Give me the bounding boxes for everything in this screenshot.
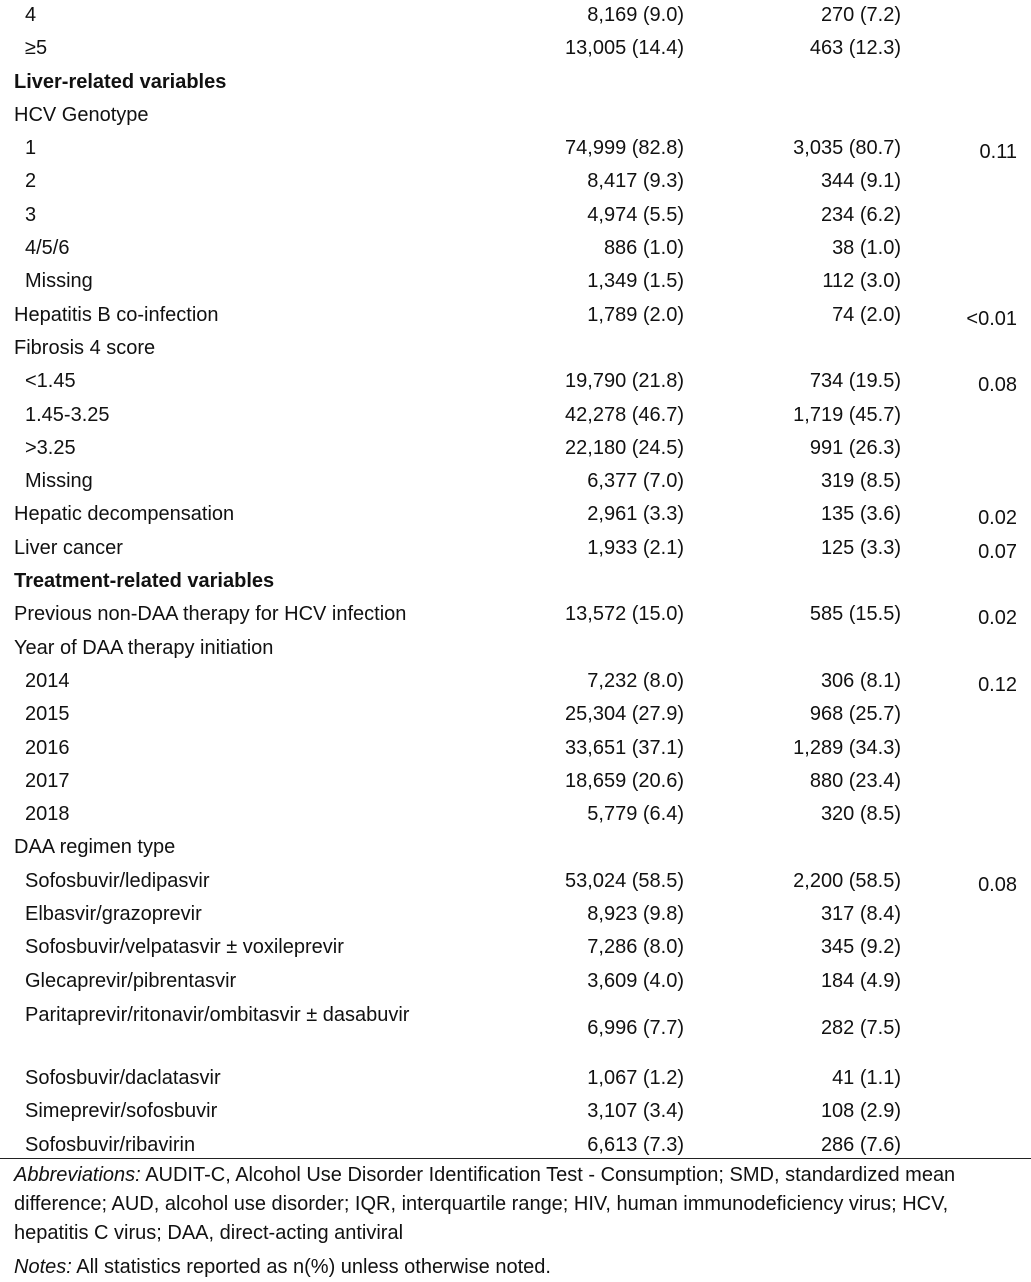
table-row — [0, 67, 1031, 100]
row-label: DAA regimen type — [14, 836, 176, 859]
cell-group-1: 74,999 (82.8) — [565, 137, 684, 160]
table-row — [0, 1096, 1031, 1129]
cell-group-2: 345 (9.2) — [820, 936, 901, 959]
cell-group-2: 585 (15.5) — [809, 603, 901, 626]
table-row — [0, 999, 1031, 1063]
table-row — [0, 766, 1031, 799]
table-row — [0, 233, 1031, 266]
cell-group-1: 6,613 (7.3) — [587, 1133, 684, 1156]
table-row — [0, 699, 1031, 732]
cell-group-2: 968 (25.7) — [809, 703, 901, 726]
table-row — [0, 866, 1031, 899]
cell-group-2: 463 (12.3) — [809, 37, 901, 60]
table-row — [0, 633, 1031, 666]
cell-group-2: 306 (8.1) — [820, 669, 901, 692]
table-row — [0, 100, 1031, 133]
cell-smd: <0.01 — [966, 307, 1017, 330]
row-label: 2018 — [25, 803, 70, 826]
table-row — [0, 133, 1031, 166]
cell-group-1: 7,232 (8.0) — [587, 669, 684, 692]
row-label: 1 — [25, 137, 37, 160]
row-label: Sofosbuvir/ribavirin — [25, 1133, 196, 1156]
row-label: ≥5 — [25, 37, 48, 60]
cell-group-2: 880 (23.4) — [809, 769, 901, 792]
cell-group-1: 19,790 (21.8) — [565, 370, 684, 393]
row-label: Sofosbuvir/daclatasvir — [25, 1066, 221, 1089]
notes-note — [14, 1253, 1019, 1282]
cell-group-2: 991 (26.3) — [809, 436, 901, 459]
cell-group-2: 1,289 (34.3) — [793, 736, 901, 759]
table-row — [0, 832, 1031, 865]
cell-group-2: 108 (2.9) — [820, 1100, 901, 1123]
cell-group-1: 1,789 (2.0) — [587, 303, 684, 326]
cell-group-2: 74 (2.0) — [832, 303, 901, 326]
cell-group-1: 4,974 (5.5) — [587, 203, 684, 226]
cell-smd: 0.11 — [979, 141, 1017, 164]
table-row — [0, 666, 1031, 699]
cell-group-2: 282 (7.5) — [820, 1016, 901, 1039]
row-label: Sofosbuvir/ledipasvir — [25, 869, 210, 892]
table-row — [0, 0, 1031, 33]
cell-smd: 0.02 — [978, 607, 1017, 630]
table-row — [0, 499, 1031, 532]
row-label: 4 — [25, 4, 37, 26]
table-row — [0, 366, 1031, 399]
table-row — [0, 333, 1031, 366]
row-label: Elbasvir/grazoprevir — [25, 903, 202, 926]
cell-group-1: 1,933 (2.1) — [587, 536, 684, 559]
row-label: Previous non-DAA therapy for HCV infection — [14, 603, 407, 626]
cell-group-2: 317 (8.4) — [820, 903, 901, 926]
section-heading: Liver-related variables — [14, 70, 227, 93]
cell-group-2: 1,719 (45.7) — [793, 403, 901, 426]
row-label: Missing — [25, 470, 93, 493]
row-label: 2014 — [25, 669, 70, 692]
row-label: Fibrosis 4 score — [14, 336, 156, 359]
table-bottom-rule — [0, 1158, 1031, 1159]
table-row — [0, 533, 1031, 566]
table-row — [0, 300, 1031, 333]
row-label: 2016 — [25, 736, 70, 759]
table-row — [0, 566, 1031, 599]
table-footnotes — [14, 1161, 1019, 1282]
cell-group-2: 286 (7.6) — [820, 1133, 901, 1156]
row-label: Hepatic decompensation — [14, 503, 235, 526]
row-label: HCV Genotype — [14, 103, 149, 126]
row-label: Year of DAA therapy initiation — [14, 636, 274, 659]
cell-group-2: 734 (19.5) — [809, 370, 901, 393]
cell-group-1: 6,996 (7.7) — [587, 1016, 684, 1039]
cell-group-2: 135 (3.6) — [820, 503, 901, 526]
row-label: Sofosbuvir/velpatasvir ± voxileprevir — [25, 936, 344, 959]
table-row — [0, 166, 1031, 199]
cell-group-1: 886 (1.0) — [603, 237, 684, 260]
table-row — [0, 33, 1031, 66]
section-heading: Treatment-related variables — [14, 570, 275, 593]
table-row — [0, 599, 1031, 632]
table-row — [0, 1063, 1031, 1096]
table-row — [0, 433, 1031, 466]
cell-smd: 0.08 — [978, 873, 1017, 896]
cell-group-2: 184 (4.9) — [820, 969, 901, 992]
cell-group-2: 319 (8.5) — [820, 470, 901, 493]
cell-group-1: 1,349 (1.5) — [587, 270, 684, 293]
cell-group-2: 3,035 (80.7) — [793, 137, 901, 160]
cell-group-2: 320 (8.5) — [820, 803, 901, 826]
table-row — [0, 932, 1031, 965]
row-label: 2 — [25, 170, 37, 193]
cell-group-1: 33,651 (37.1) — [565, 736, 684, 759]
row-label: >3.25 — [25, 436, 76, 459]
cell-group-1: 13,572 (15.0) — [565, 603, 684, 626]
row-label: Glecaprevir/pibrentasvir — [25, 969, 237, 992]
table-row — [0, 400, 1031, 433]
table-row — [0, 733, 1031, 766]
row-label: Missing — [25, 270, 93, 293]
row-label: 3 — [25, 203, 37, 226]
cell-group-2: 270 (7.2) — [820, 4, 901, 26]
row-label: 2015 — [25, 703, 70, 726]
cell-group-2: 41 (1.1) — [832, 1066, 901, 1089]
cell-group-1: 18,659 (20.6) — [565, 769, 684, 792]
cell-smd: 0.12 — [978, 673, 1017, 696]
abbreviations-text: AUDIT-C, Alcohol Use Disorder Identification Test - Consumption; SMD, standardized mean difference; AUD, alcohol use disorder; IQR, interquartile range; HIV, human immunodeficiency virus; HCV, hepatitis C virus; DAA, direct-acting antiviral — [14, 1164, 956, 1244]
abbreviations-note — [14, 1161, 1019, 1248]
cell-group-1: 13,005 (14.4) — [565, 37, 684, 60]
cell-group-2: 112 (3.0) — [822, 270, 901, 293]
table-row — [0, 266, 1031, 299]
cell-group-2: 344 (9.1) — [820, 170, 901, 193]
row-label: 4/5/6 — [25, 237, 70, 260]
row-label: Liver cancer — [14, 536, 123, 559]
cell-group-1: 42,278 (46.7) — [565, 403, 684, 426]
cell-group-1: 3,609 (4.0) — [587, 969, 684, 992]
cell-group-1: 7,286 (8.0) — [587, 936, 684, 959]
cell-smd: 0.07 — [978, 540, 1017, 563]
row-label: Hepatitis B co-infection — [14, 303, 219, 326]
row-label: 1.45-3.25 — [25, 403, 110, 426]
table-row — [0, 899, 1031, 932]
table-row — [0, 966, 1031, 999]
cell-group-1: 53,024 (58.5) — [565, 869, 684, 892]
cell-group-1: 8,169 (9.0) — [587, 4, 684, 26]
cell-group-1: 3,107 (3.4) — [587, 1100, 684, 1123]
cell-smd: 0.02 — [978, 507, 1017, 530]
cell-group-1: 2,961 (3.3) — [587, 503, 684, 526]
cell-group-2: 234 (6.2) — [820, 203, 901, 226]
row-label: Paritaprevir/ritonavir/ombitasvir ± dasabuvir — [25, 1003, 410, 1026]
cell-group-1: 8,417 (9.3) — [587, 170, 684, 193]
cell-group-2: 38 (1.0) — [832, 237, 901, 260]
cell-group-1: 22,180 (24.5) — [565, 436, 684, 459]
cell-group-1: 25,304 (27.9) — [565, 703, 684, 726]
cell-group-1: 6,377 (7.0) — [587, 470, 684, 493]
table-row — [0, 466, 1031, 499]
table-row — [0, 799, 1031, 832]
cell-group-1: 1,067 (1.2) — [587, 1066, 684, 1089]
cell-smd: 0.08 — [978, 374, 1017, 397]
row-label: <1.45 — [25, 370, 76, 393]
abbreviations-label: Abbreviations: — [14, 1164, 141, 1186]
notes-text: All statistics reported as n(%) unless otherwise noted. — [71, 1256, 551, 1278]
table-row — [0, 200, 1031, 233]
cell-group-1: 5,779 (6.4) — [587, 803, 684, 826]
cell-group-1: 8,923 (9.8) — [587, 903, 684, 926]
row-label: Simeprevir/sofosbuvir — [25, 1100, 218, 1123]
cell-group-2: 125 (3.3) — [820, 536, 901, 559]
notes-label: Notes: — [14, 1256, 72, 1278]
row-label: 2017 — [25, 769, 70, 792]
cell-group-2: 2,200 (58.5) — [793, 869, 901, 892]
